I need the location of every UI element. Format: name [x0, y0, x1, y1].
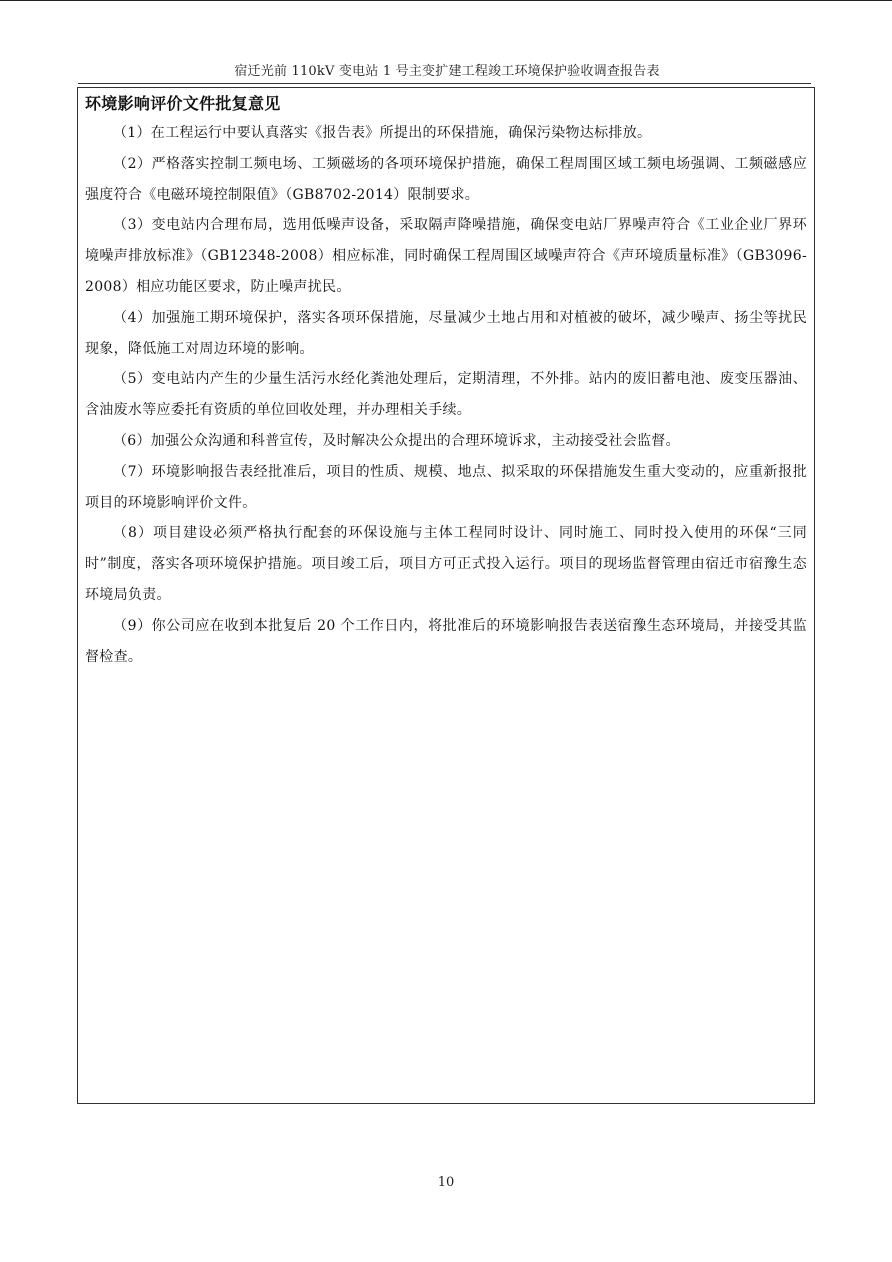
content-box: [77, 87, 815, 1104]
paragraph-item-9: （9）你公司应在收到本批复后 20 个工作日内，将批准后的环境影响报告表送宿豫生态环境局，并接受其监督检查。: [85, 617, 807, 665]
header-rule: [78, 83, 811, 84]
paragraph-item-4: （4）加强施工期环境保护，落实各项环保措施，尽量减少土地占用和对植被的破坏，减少噪声、扬尘等扰民现象，降低施工对周边环境的影响。: [85, 309, 807, 357]
paragraph-item-3: （3）变电站内合理布局，选用低噪声设备，采取隔声降噪措施，确保变电站厂界噪声符合《工业企业厂界环境噪声排放标准》（GB12348-2008）相应标准，同时确保工程周围区域噪声符合《声环境质量标准》（GB3096-2008）相应功能区要求，防止噪声扰民。: [85, 217, 807, 295]
paragraph-item-1: （1）在工程运行中要认真落实《报告表》所提出的环保措施，确保污染物达标排放。: [113, 125, 652, 141]
running-header: 宿迁光前 110kV 变电站 1 号主变扩建工程竣工环境保护验收调查报告表: [234, 64, 660, 79]
page-number: 10: [437, 1175, 455, 1190]
paragraph-item-8: （8）项目建设必须严格执行配套的环保设施与主体工程同时设计、同时施工、同时投入使用的环保“三同时”制度，落实各项环境保护措施。项目竣工后，项目方可正式投入运行。项目的现场监督管理由宿迁市宿豫生态环境局负责。: [85, 525, 807, 603]
paragraph-item-5: （5）变电站内产生的少量生活污水经化粪池处理后，定期清理，不外排。站内的废旧蓄电池、废变压器油、含油废水等应委托有资质的单位回收处理，并办理相关手续。: [85, 371, 807, 419]
paragraph-item-7: （7）环境影响报告表经批准后，项目的性质、规模、地点、拟采取的环保措施发生重大变动的，应重新报批项目的环境影响评价文件。: [85, 463, 807, 511]
paragraph-item-6: （6）加强公众沟通和科普宣传，及时解决公众提出的合理环境诉求，主动接受社会监督。: [113, 432, 680, 449]
page-top-rule: [0, 0, 892, 1]
paragraph-item-2: （2）严格落实控制工频电场、工频磁场的各项环境保护措施，确保工程周围区域工频电场强调、工频磁感应强度符合《电磁环境控制限值》（GB8702-2014）限制要求。: [85, 155, 807, 203]
section-title: 环境影响评价文件批复意见: [85, 94, 281, 113]
